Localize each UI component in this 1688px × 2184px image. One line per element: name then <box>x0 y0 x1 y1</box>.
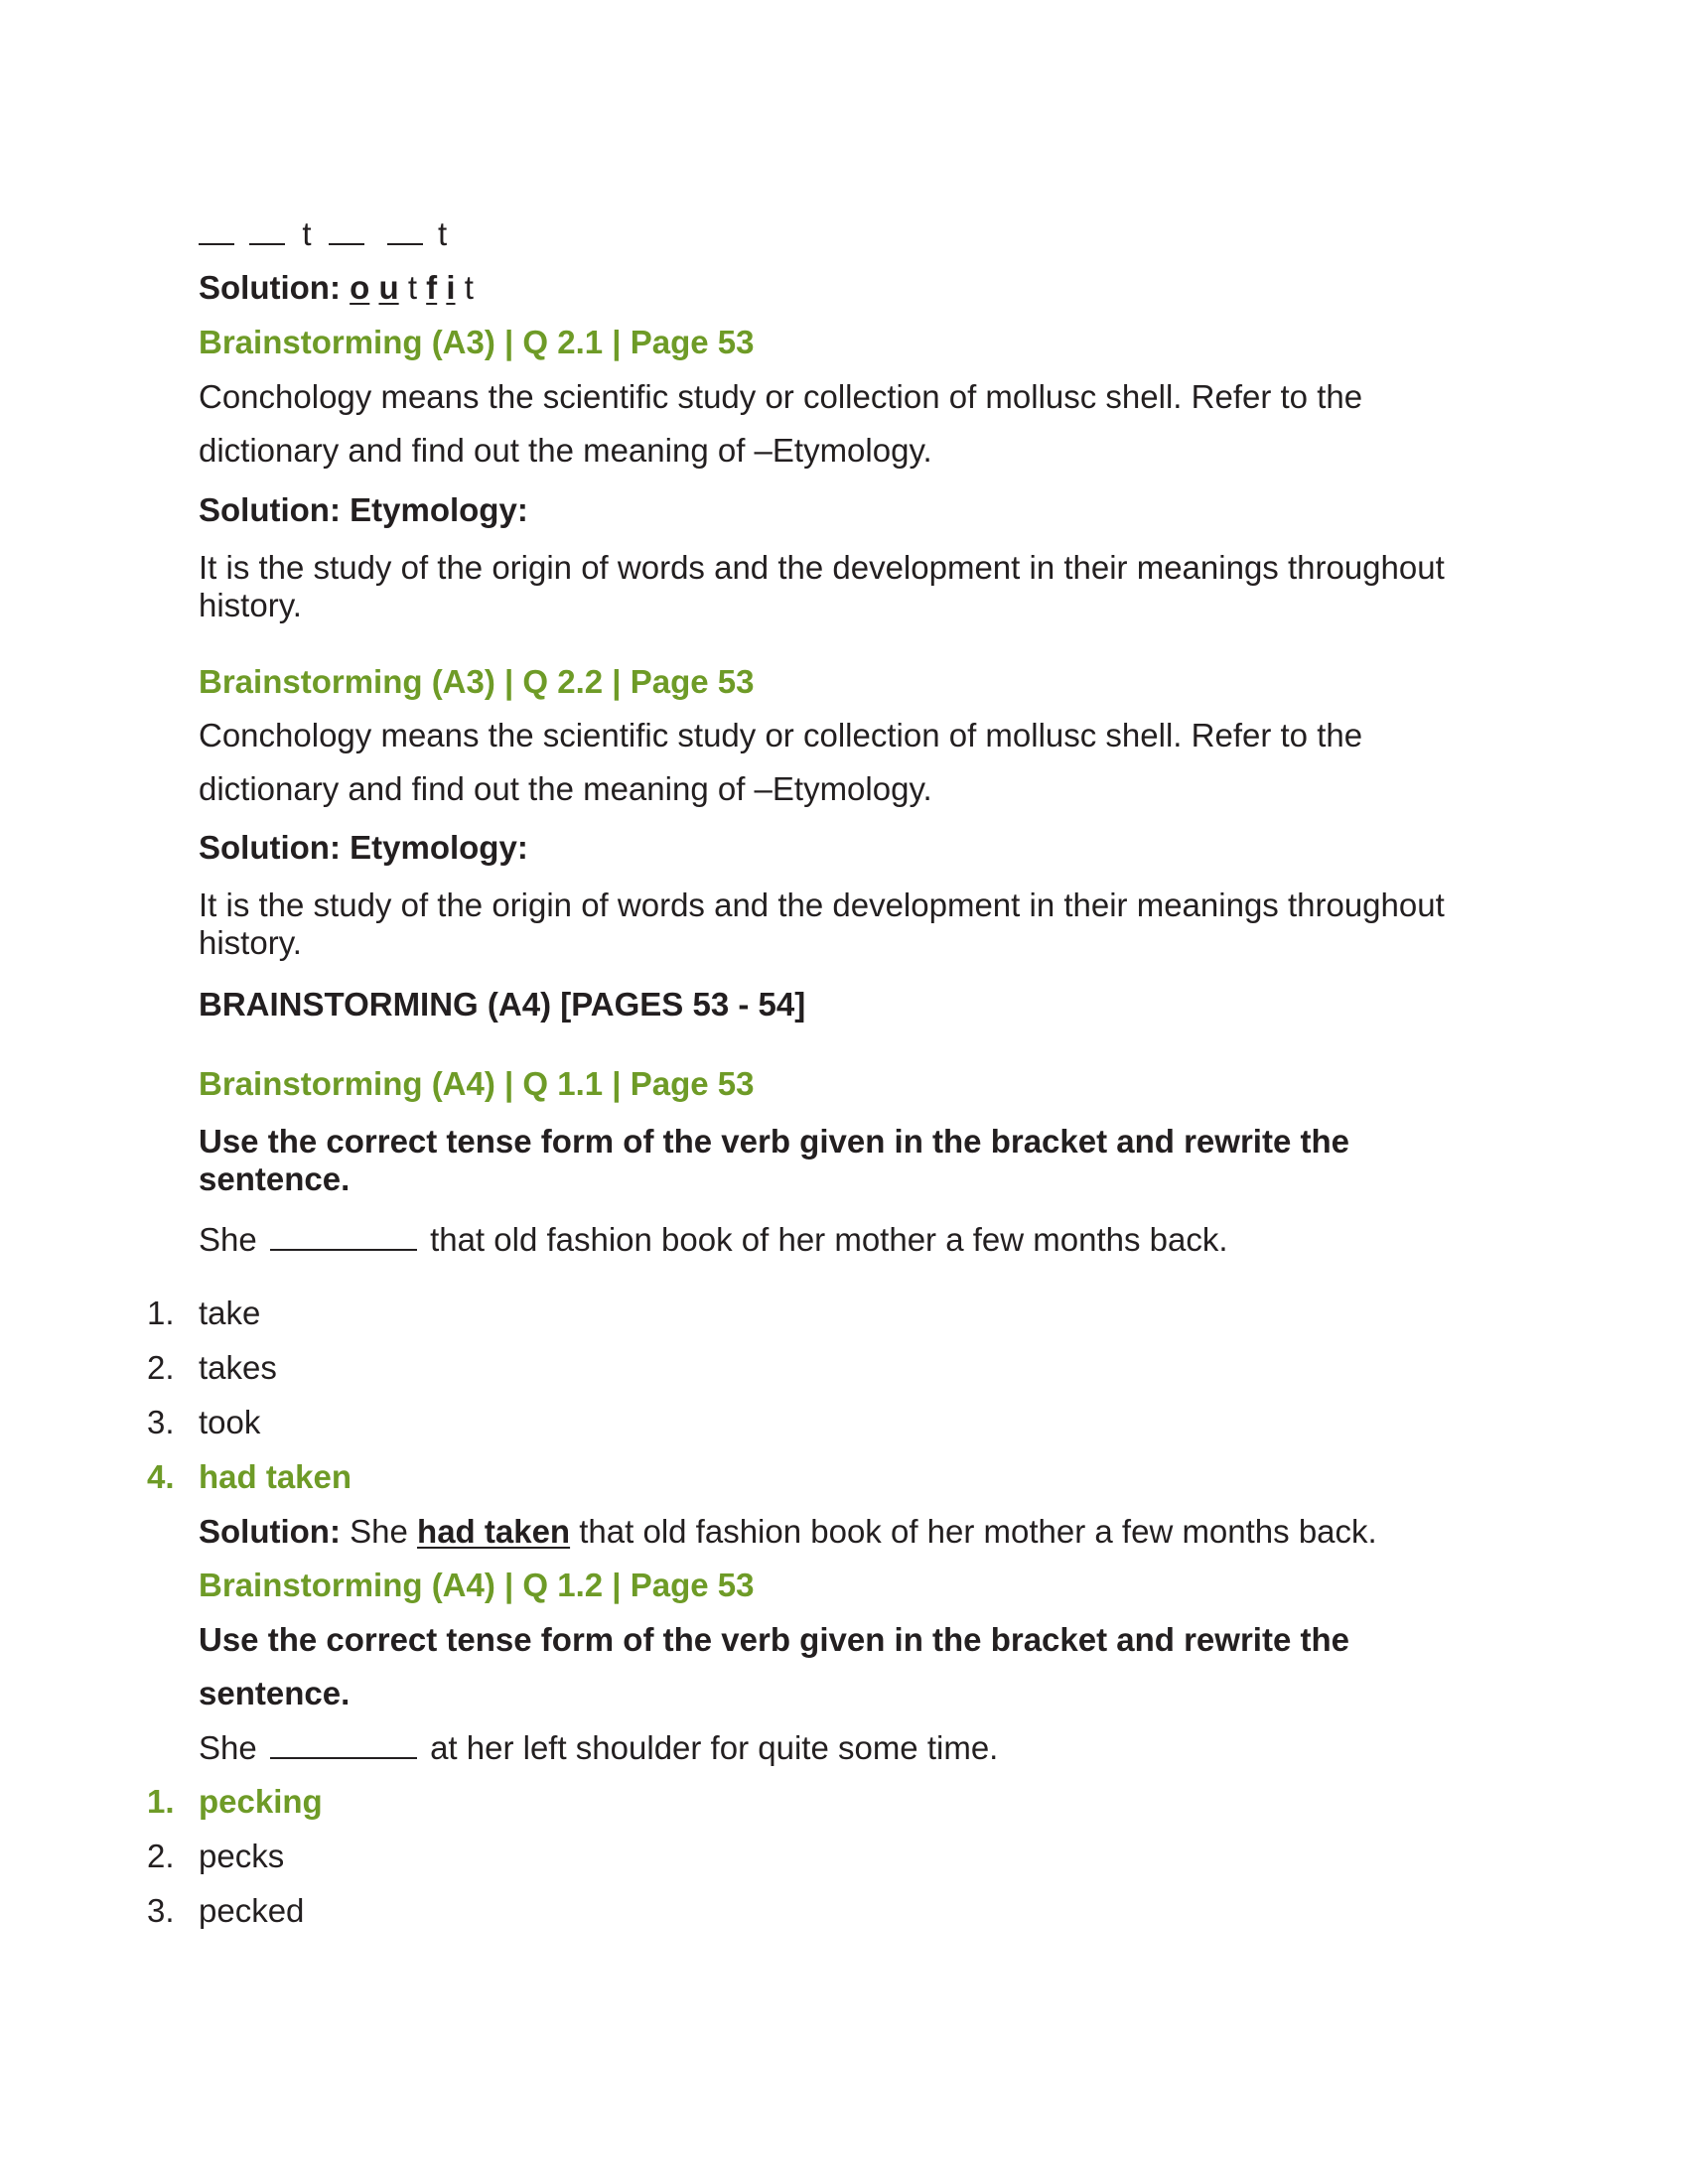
question-heading[interactable]: Brainstorming (A4) | Q 1.1 | Page 53 <box>199 1065 755 1102</box>
question-instruction: Use the correct tense form of the verb given in the bracket and rewrite the sentence. <box>199 1123 1349 1197</box>
solution-label: Solution: <box>199 1513 341 1550</box>
blank <box>329 219 364 245</box>
section-title: BRAINSTORMING (A4) [PAGES 53 - 54] <box>199 986 806 1023</box>
question-text: Conchology means the scientific study or collection of mollusc shell. Refer to the <box>199 378 1363 415</box>
puzzle-solution <box>199 268 474 308</box>
option-number: 2. <box>147 1838 175 1874</box>
question-text: dictionary and find out the meaning of –Etymology. <box>199 770 932 807</box>
solution-letter: t <box>407 269 417 306</box>
option-text: pecking <box>199 1783 323 1820</box>
option-item[interactable] <box>147 1837 284 1876</box>
option-number: 4. <box>147 1458 175 1495</box>
option-number: 2. <box>147 1349 175 1386</box>
solution-letter: i <box>446 269 456 306</box>
question-instruction: Use the correct tense form of the verb given in the bracket and rewrite the <box>199 1621 1349 1658</box>
option-item-correct[interactable] <box>147 1457 352 1497</box>
solution-title: Solution: Etymology: <box>199 491 528 528</box>
blank <box>249 219 285 245</box>
option-item-correct[interactable] <box>147 1782 323 1822</box>
blank <box>387 219 423 245</box>
solution-title: Solution: Etymology: <box>199 829 528 866</box>
solution-label: Solution: <box>199 269 341 306</box>
question-instruction: sentence. <box>199 1675 351 1711</box>
question-sentence <box>199 1220 1228 1260</box>
question-text: Conchology means the scientific study or collection of mollusc shell. Refer to the <box>199 717 1363 753</box>
option-text: had taken <box>199 1458 352 1495</box>
solution-sentence <box>199 1512 1377 1552</box>
question-heading[interactable]: Brainstorming (A4) | Q 1.2 | Page 53 <box>199 1567 755 1603</box>
option-number: 3. <box>147 1892 175 1929</box>
option-item[interactable] <box>147 1403 260 1442</box>
option-text: pecked <box>199 1892 305 1929</box>
answer-blank <box>270 1733 417 1759</box>
solution-letter: o <box>350 269 370 306</box>
solution-text: It is the study of the origin of words and the development in their meanings throughout history. <box>199 549 1445 623</box>
question-text: dictionary and find out the meaning of –Etymology. <box>199 432 932 469</box>
option-number: 1. <box>147 1783 175 1820</box>
solution-letter: f <box>426 269 438 306</box>
solution-letter: t <box>464 269 474 306</box>
option-text: take <box>199 1295 261 1331</box>
question-heading[interactable]: Brainstorming (A3) | Q 2.1 | Page 53 <box>199 324 755 360</box>
option-item[interactable] <box>147 1891 304 1931</box>
answer-blank <box>270 1225 417 1251</box>
question-sentence <box>199 1728 998 1768</box>
sentence-start: She <box>199 1729 257 1766</box>
puzzle-letter: t <box>302 215 312 252</box>
solution-text: It is the study of the origin of words and the development in their meanings throughout history. <box>199 887 1445 961</box>
option-number: 1. <box>147 1295 175 1331</box>
question-heading[interactable]: Brainstorming (A3) | Q 2.2 | Page 53 <box>199 663 755 700</box>
solution-letter: u <box>378 269 399 306</box>
puzzle-letter: t <box>438 215 448 252</box>
option-text: pecks <box>199 1838 285 1874</box>
sentence-end: that old fashion book of her mother a few months back. <box>579 1513 1377 1550</box>
word-puzzle <box>199 214 447 254</box>
option-item[interactable] <box>147 1348 277 1388</box>
option-number: 3. <box>147 1404 175 1440</box>
sentence-end: at her left shoulder for quite some time. <box>430 1729 999 1766</box>
solution-answer: had taken <box>417 1513 571 1550</box>
option-text: takes <box>199 1349 277 1386</box>
option-item[interactable] <box>147 1294 260 1333</box>
blank <box>199 219 234 245</box>
sentence-start: She <box>350 1513 408 1550</box>
option-text: took <box>199 1404 261 1440</box>
sentence-start: She <box>199 1221 257 1258</box>
sentence-end: that old fashion book of her mother a few months back. <box>430 1221 1228 1258</box>
